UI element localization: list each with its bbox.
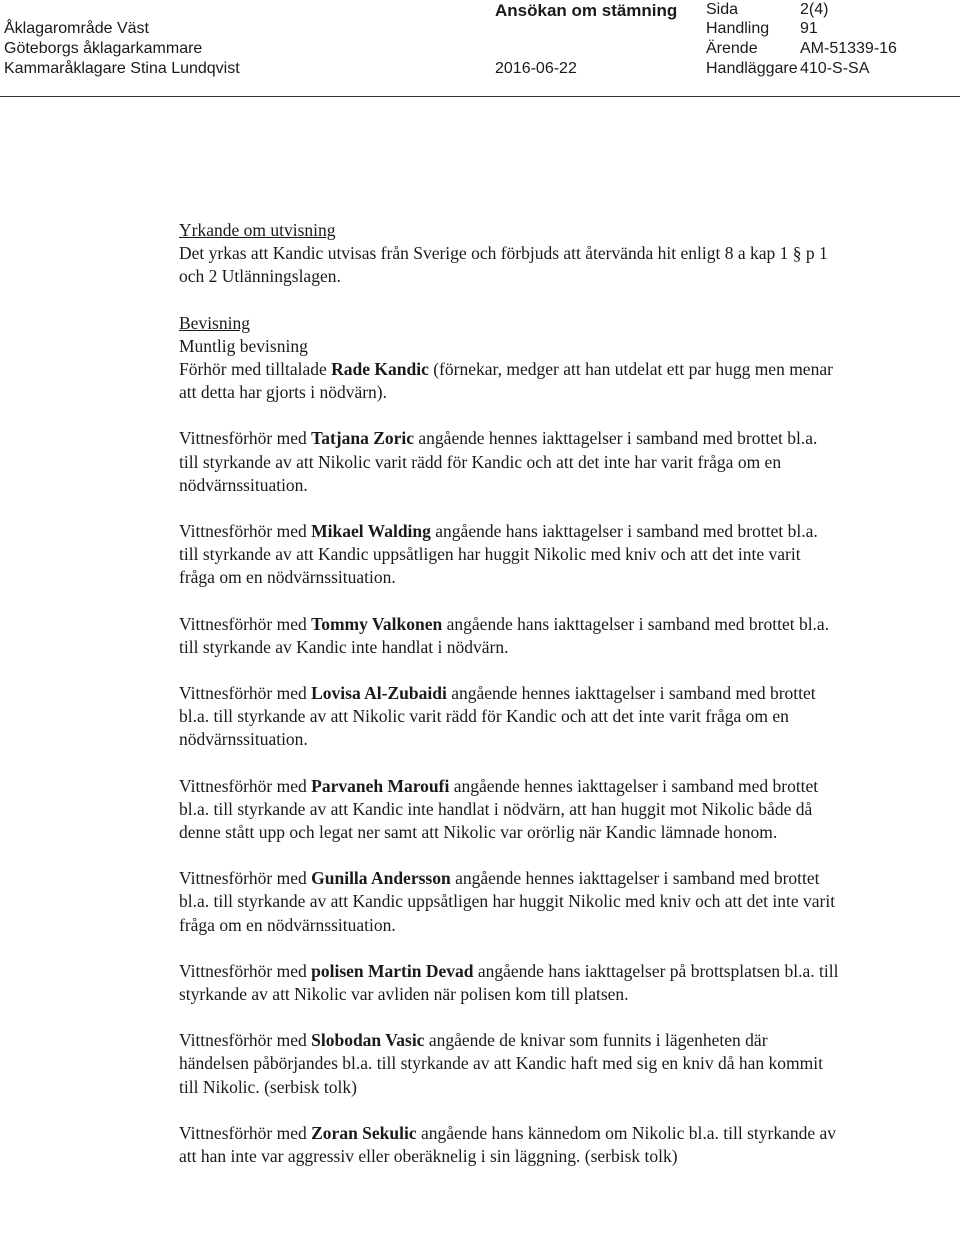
evidence-entry: Vittnesförhör med Slobodan Vasic angående de knivar som funnits i lägenheten där händelsen påbörjandes bl.a. till styrkande av att Kandic haft med sig en kniv då han kommit till Nikolic. (serbisk tolk) <box>179 1030 823 1097</box>
arende-label: Ärende <box>706 40 758 57</box>
person-name: Tatjana Zoric <box>311 428 415 449</box>
evidence-entry: Vittnesförhör med Tatjana Zoric angående hennes iakttagelser i samband med brottet bl.a. till styrkande av att Nikolic varit rädd för Kandic och att det inte har varit fråga om en nödvärnssituation. <box>179 428 818 495</box>
evidence-entry: Vittnesförhör med Zoran Sekulic angående hans kännedom om Nikolic bl.a. till styrkande av att han inte var aggressiv eller oberäknelig i sin läggning. (serbisk tolk) <box>179 1122 837 1167</box>
org-line-1: Åklagarområde Väst <box>4 20 149 37</box>
handlaggare-value: 410-S-SA <box>800 60 870 77</box>
evidence-entry: Vittnesförhör med Mikael Walding angående hans iakttagelser i samband med brottet bl.a. till styrkande av att Kandic uppsåtligen har huggit Nikolic med kniv och att det inte varit fråga om en nödvärnssituation. <box>179 521 818 588</box>
handlaggare-label: Handläggare <box>706 60 798 77</box>
person-name: Zoran Sekulic <box>311 1122 417 1143</box>
evidence-entry: Vittnesförhör med Parvaneh Maroufi angående hennes iakttagelser i samband med brottet bl.a. till styrkande av att Kandic inte handlat i nödvärn, att han huggit mot Nikolic både då denne stått upp och legat ner samt att Nikolic var orörlig när Kandic lämnade honom. <box>179 775 819 843</box>
org-line-2: Göteborgs åklagarkammare <box>4 40 203 57</box>
bevisning-subheading: Muntlig bevisning <box>179 335 308 356</box>
person-name: Lovisa Al-Zubaidi <box>311 683 447 704</box>
document-header <box>0 0 960 100</box>
evidence-entry: Vittnesförhör med polisen Martin Devad angående hans iakttagelser på brottsplatsen bl.a. till styrkande av att Nikolic var avliden när polisen kom till platsen. <box>179 960 839 1005</box>
person-name: Tommy Valkonen <box>311 613 443 634</box>
person-name: Parvaneh Maroufi <box>311 775 450 796</box>
evidence-entry: Förhör med tilltalade Rade Kandic (förnekar, medger att han utdelat ett par hugg men menar att detta har gjorts i nödvärn). <box>179 359 833 403</box>
person-name: Rade Kandic <box>331 359 429 380</box>
handling-value: 91 <box>800 20 818 37</box>
doc-title: Ansökan om stämning <box>495 1 678 20</box>
person-name: polisen Martin Devad <box>311 960 474 981</box>
person-name: Slobodan Vasic <box>311 1030 425 1051</box>
handling-label: Handling <box>706 20 770 37</box>
doc-date: 2016-06-22 <box>495 60 577 77</box>
person-name: Gunilla Andersson <box>311 868 451 889</box>
person-name: Mikael Walding <box>311 521 431 542</box>
org-line-3: Kammaråklagare Stina Lundqvist <box>4 60 240 77</box>
arende-value: AM-51339-16 <box>800 40 897 57</box>
evidence-entry: Vittnesförhör med Gunilla Andersson angående hennes iakttagelser i samband med brottet bl.a. till styrkande av att Kandic uppsåtligen har huggit Nikolic med kniv och att det inte varit fråga om en nödvärnssituation. <box>179 868 836 935</box>
header-divider <box>0 96 960 97</box>
yrkande-text: Det yrkas att Kandic utvisas från Sverige och förbjuds att återvända hit enligt 8 a kap 1 § p 1 och 2 Utlänningslagen. <box>179 243 828 287</box>
page-label: Sida <box>706 1 739 18</box>
page-value: 2(4) <box>800 1 829 18</box>
bevisning-heading: Bevisning <box>179 312 250 333</box>
evidence-entry: Vittnesförhör med Tommy Valkonen angående hans iakttagelser i samband med brottet bl.a. till styrkande av Kandic inte handlat i nödvärn. <box>179 613 830 657</box>
yrkande-heading: Yrkande om utvisning <box>179 220 336 240</box>
evidence-entry: Vittnesförhör med Lovisa Al-Zubaidi angående hennes iakttagelser i samband med brottet bl.a. till styrkande av att Nikolic varit rädd för Kandic och att det inte varit fråga om en nödvärnssituation. <box>179 683 816 750</box>
document-body <box>179 219 839 1168</box>
